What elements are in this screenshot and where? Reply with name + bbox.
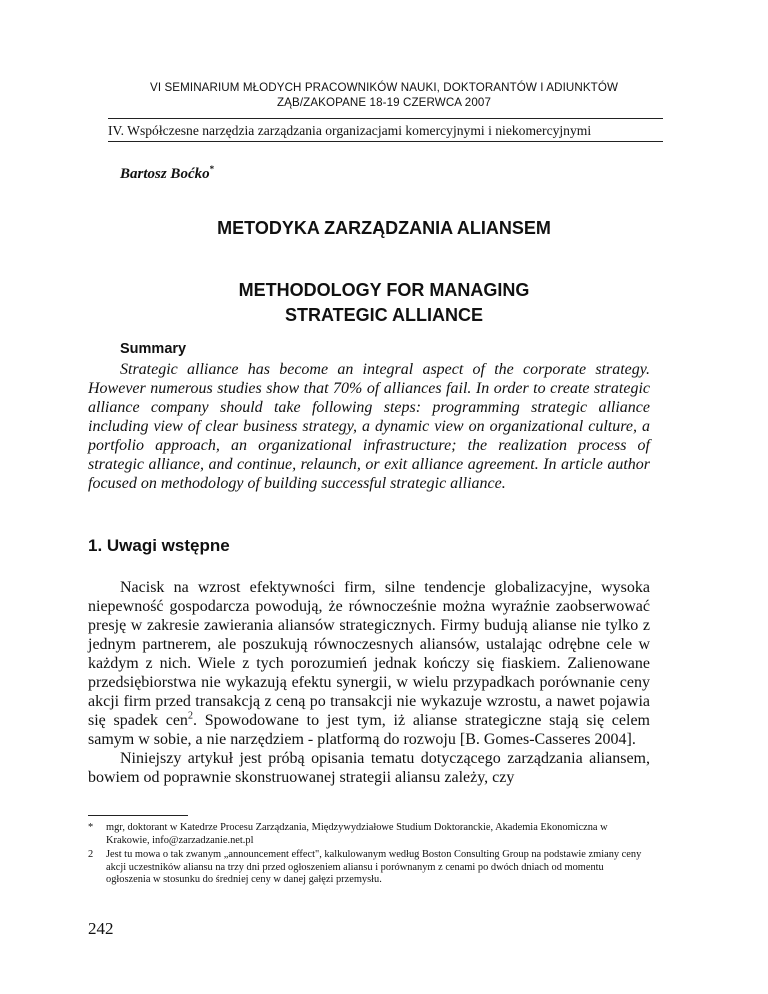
title-english xyxy=(80,278,688,328)
title-english-line-2: STRATEGIC ALLIANCE xyxy=(285,305,483,325)
section-1-heading: 1. Uwagi wstępne xyxy=(88,536,230,555)
author-footnote-mark: * xyxy=(209,164,215,174)
author xyxy=(120,164,214,183)
footnote-mark: * xyxy=(88,822,94,833)
page-number: 242 xyxy=(88,919,114,938)
paragraph-1: Nacisk na wzrost efektywności firm, silne tendencje globalizacyjne, wysoka niepewność gospodarcza powodują, że równocześnie można wyraźnie zaobserwować presję w zakresie zawierania aliansów strategicznych. Firmy budują alianse nie tylko z jednym partnerem, ale poszukują równoczesnych aliansów, ustalając odrębne cele w każdym z nich. Wiele z tych porozumień jednak kończy się fiaskiem. Zalienowane przedsiębiorstwa nie wykazują efektu synergii, w wielu przypadkach porównanie ceny akcji firm przed transakcją z ceną po transakcji nie wykazuje wzrostu, a nawet pojawia się spadek cen$^2$. Spowodowane to jest tym, iż alianse strategiczne stają się celem samym w sobie, a nie narzędziem - platformą do rozwoju [B. Gomes-Casseres 2004]. xyxy=(88,579,651,748)
footnote-mark: 2 xyxy=(88,849,94,860)
author-name: Bartosz Boćko xyxy=(120,166,210,182)
header-rule-top xyxy=(108,118,663,119)
title-english-line-1: METHODOLOGY FOR MANAGING xyxy=(238,280,530,300)
seminar-place-date: ZĄB/ZAKOPANE 18-19 CZERWCA 2007 xyxy=(276,96,491,109)
summary-text: Strategic alliance has become an integral aspect of the corporate strategy. However numerous studies show that 70% of alliances fail. In order to create strategic alliance company should take following steps: programming strategic alliance including view of clear business strategy, a dynamic view on organizational culture, a portfolio approach, an organizational infrastructure; the realization process of strategic alliance, and continue, relaunch, or exit alliance agreement. In article author focused on methodology of building successful strategic alliance. xyxy=(88,361,650,492)
footnote-2 xyxy=(88,849,650,887)
footnote-ref-2: 2 xyxy=(187,710,193,722)
paragraph-2: Niniejszy artykuł jest próbą opisania tematu dotyczącego zarządzania aliansem, bowiem od poprawnie skonstruowanej strategii aliansu zależy, czy xyxy=(88,750,650,786)
footnote-rule xyxy=(88,815,188,816)
footnotes xyxy=(88,822,650,889)
running-header xyxy=(88,80,680,110)
summary-heading: Summary xyxy=(120,341,187,357)
section-title: IV. Współczesne narzędzia zarządzania organizacjami komercyjnymi i niekomercyjnymi xyxy=(108,123,592,138)
footnote-text: Jest tu mowa o tak zwanym „announcement effect", kalkulowanym według Boston Consulting Group na podstawie zmiany ceny akcji uczestników aliansu na trzy dni przed ogłoszeniem aliansu i porównanym z cenami po dwóch dniach od momentu ogłoszenia w stosunku do średniej ceny w danej gałęzi przemysłu. xyxy=(106,849,642,885)
seminar-title: VI SEMINARIUM MŁODYCH PRACOWNIKÓW NAUKI, DOKTORANTÓW I ADIUNKTÓW xyxy=(149,81,619,94)
header-rule-bottom xyxy=(108,141,663,142)
footnote-text: mgr, doktorant w Katedrze Procesu Zarządzania, Międzywydziałowe Studium Doktoranckie, Akademia Ekonomiczna w Krakowie, info@zarzadzanie.net.pl xyxy=(106,822,608,846)
footnote-author xyxy=(88,822,650,847)
section-1-body xyxy=(88,578,650,787)
title-polish: METODYKA ZARZĄDZANIA ALIANSEM xyxy=(217,218,551,238)
